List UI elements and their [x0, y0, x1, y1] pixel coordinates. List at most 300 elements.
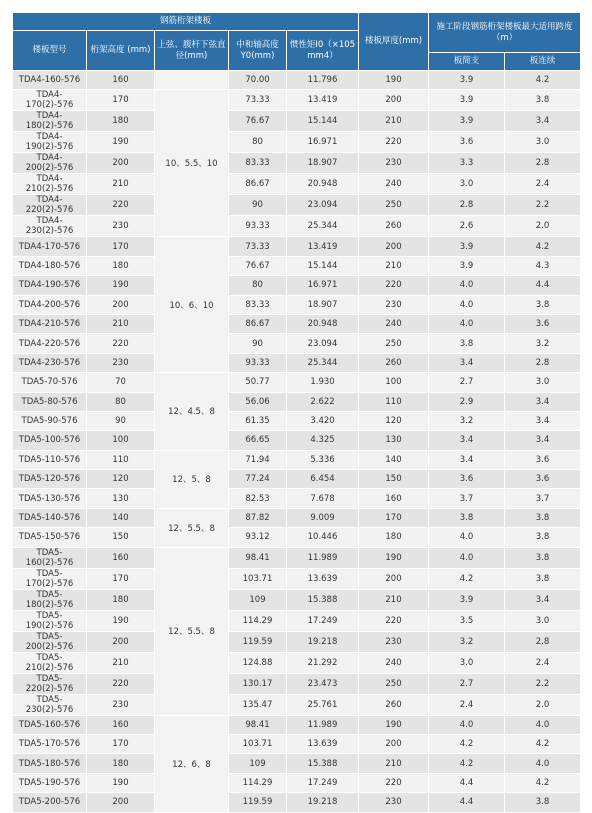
cell-span-simple: 3.4 — [429, 431, 505, 450]
header-group-max-span: 施工阶段钢筋桁架楼板最大适用跨度（m） — [429, 13, 581, 53]
cell-truss-height: 170 — [87, 90, 155, 111]
cell-truss-height: 160 — [87, 547, 155, 568]
cell-span-simple: 3.4 — [429, 353, 505, 372]
cell-slab-thickness: 200 — [359, 568, 429, 589]
table-row — [13, 237, 581, 256]
cell-truss-height: 220 — [87, 195, 155, 216]
cell-span-continuous: 3.7 — [505, 489, 581, 508]
cell-model: TDA5-70-576 — [13, 373, 87, 392]
cell-diameters: 10、6、10 — [155, 237, 229, 373]
table-row — [13, 353, 581, 372]
cell-span-continuous: 4.2 — [505, 773, 581, 792]
cell-neutral-axis: 66.65 — [229, 431, 287, 450]
cell-span-simple: 3.9 — [429, 256, 505, 275]
cell-inertia: 13.419 — [287, 237, 359, 256]
cell-slab-thickness: 220 — [359, 610, 429, 631]
cell-span-simple: 3.9 — [429, 111, 505, 132]
cell-inertia: 19.218 — [287, 631, 359, 652]
cell-inertia: 13.419 — [287, 90, 359, 111]
cell-truss-height: 230 — [87, 216, 155, 237]
cell-slab-thickness: 210 — [359, 111, 429, 132]
cell-span-simple: 4.2 — [429, 735, 505, 754]
cell-span-continuous: 3.8 — [505, 568, 581, 589]
cell-slab-thickness: 190 — [359, 715, 429, 734]
table-row — [13, 793, 581, 812]
cell-slab-thickness: 200 — [359, 735, 429, 754]
table-row — [13, 450, 581, 469]
cell-span-simple: 4.0 — [429, 528, 505, 547]
table-row — [13, 111, 581, 132]
cell-truss-height: 190 — [87, 276, 155, 295]
cell-inertia: 11.989 — [287, 715, 359, 734]
cell-inertia: 25.761 — [287, 694, 359, 715]
cell-inertia: 15.144 — [287, 111, 359, 132]
cell-inertia: 20.948 — [287, 174, 359, 195]
cell-slab-thickness: 250 — [359, 673, 429, 694]
table-row — [13, 256, 581, 275]
cell-truss-height: 200 — [87, 631, 155, 652]
cell-span-simple: 2.8 — [429, 195, 505, 216]
cell-neutral-axis: 109 — [229, 589, 287, 610]
cell-truss-height: 180 — [87, 111, 155, 132]
cell-span-simple: 2.7 — [429, 673, 505, 694]
cell-neutral-axis: 76.67 — [229, 111, 287, 132]
cell-truss-height: 80 — [87, 392, 155, 411]
cell-slab-thickness: 220 — [359, 132, 429, 153]
cell-span-simple: 3.6 — [429, 132, 505, 153]
cell-span-simple: 2.9 — [429, 392, 505, 411]
cell-inertia: 4.325 — [287, 431, 359, 450]
cell-neutral-axis: 56.06 — [229, 392, 287, 411]
cell-span-continuous: 3.8 — [505, 508, 581, 527]
cell-span-simple: 4.4 — [429, 793, 505, 812]
cell-neutral-axis: 124.88 — [229, 652, 287, 673]
cell-span-continuous: 3.0 — [505, 373, 581, 392]
cell-neutral-axis: 50.77 — [229, 373, 287, 392]
table-row — [13, 773, 581, 792]
header-group-truss-slab: 钢筋桁架楼板 — [13, 13, 359, 31]
table-row — [13, 589, 581, 610]
cell-slab-thickness: 120 — [359, 411, 429, 430]
cell-model: TDA5-200(2)-576 — [13, 631, 87, 652]
table-row — [13, 754, 581, 773]
header-simple-support: 板简支 — [429, 53, 505, 71]
header-diameters: 上弦、腹杆下弦直径(mm) — [155, 31, 229, 71]
cell-span-simple: 4.0 — [429, 295, 505, 314]
cell-inertia: 18.907 — [287, 153, 359, 174]
table-row — [13, 174, 581, 195]
cell-inertia: 15.388 — [287, 754, 359, 773]
cell-inertia: 11.796 — [287, 71, 359, 90]
cell-inertia: 15.144 — [287, 256, 359, 275]
cell-span-simple: 4.0 — [429, 547, 505, 568]
cell-span-simple: 2.4 — [429, 694, 505, 715]
cell-truss-height: 100 — [87, 431, 155, 450]
cell-neutral-axis: 98.41 — [229, 547, 287, 568]
cell-model: TDA4-210-576 — [13, 314, 87, 333]
cell-span-continuous: 2.4 — [505, 174, 581, 195]
cell-inertia: 7.678 — [287, 489, 359, 508]
cell-truss-height: 140 — [87, 508, 155, 527]
cell-model: TDA4-190(2)-576 — [13, 132, 87, 153]
table-row — [13, 652, 581, 673]
cell-span-simple: 3.8 — [429, 508, 505, 527]
cell-model: TDA5-230(2)-576 — [13, 694, 87, 715]
cell-model: TDA4-200(2)-576 — [13, 153, 87, 174]
cell-slab-thickness: 210 — [359, 754, 429, 773]
cell-inertia: 23.094 — [287, 195, 359, 216]
cell-span-simple: 3.2 — [429, 411, 505, 430]
cell-span-continuous: 3.0 — [505, 132, 581, 153]
cell-neutral-axis: 73.33 — [229, 90, 287, 111]
table-body — [13, 71, 581, 813]
cell-span-continuous: 3.6 — [505, 470, 581, 489]
cell-inertia: 5.336 — [287, 450, 359, 469]
cell-neutral-axis: 70.00 — [229, 71, 287, 90]
cell-slab-thickness: 210 — [359, 589, 429, 610]
cell-span-continuous: 4.0 — [505, 715, 581, 734]
cell-slab-thickness: 180 — [359, 528, 429, 547]
cell-slab-thickness: 210 — [359, 256, 429, 275]
cell-model: TDA5-140-576 — [13, 508, 87, 527]
cell-truss-height: 200 — [87, 793, 155, 812]
cell-inertia: 13.639 — [287, 568, 359, 589]
table-row — [13, 314, 581, 333]
cell-span-continuous: 2.8 — [505, 153, 581, 174]
table-row — [13, 195, 581, 216]
cell-span-simple: 4.0 — [429, 276, 505, 295]
table-row — [13, 568, 581, 589]
cell-neutral-axis: 119.59 — [229, 793, 287, 812]
cell-model: TDA5-180(2)-576 — [13, 589, 87, 610]
table-row — [13, 90, 581, 111]
cell-inertia: 17.249 — [287, 773, 359, 792]
cell-neutral-axis: 119.59 — [229, 631, 287, 652]
cell-model: TDA5-130-576 — [13, 489, 87, 508]
cell-inertia: 1.930 — [287, 373, 359, 392]
cell-inertia: 9.009 — [287, 508, 359, 527]
table-row — [13, 373, 581, 392]
cell-model: TDA5-210(2)-576 — [13, 652, 87, 673]
cell-span-simple: 3.3 — [429, 153, 505, 174]
cell-model: TDA5-160(2)-576 — [13, 547, 87, 568]
cell-span-simple: 4.2 — [429, 568, 505, 589]
header-neutral-axis: 中和轴高度Y0(mm) — [229, 31, 287, 71]
cell-span-continuous: 2.4 — [505, 652, 581, 673]
cell-model: TDA5-190-576 — [13, 773, 87, 792]
cell-slab-thickness: 170 — [359, 508, 429, 527]
cell-slab-thickness: 260 — [359, 216, 429, 237]
cell-truss-height: 200 — [87, 295, 155, 314]
table-row — [13, 715, 581, 734]
cell-span-continuous: 4.4 — [505, 276, 581, 295]
cell-span-continuous: 3.8 — [505, 793, 581, 812]
cell-truss-height: 230 — [87, 694, 155, 715]
cell-model: TDA4-230(2)-576 — [13, 216, 87, 237]
cell-slab-thickness: 230 — [359, 153, 429, 174]
cell-span-simple: 3.2 — [429, 631, 505, 652]
cell-truss-height: 150 — [87, 528, 155, 547]
cell-neutral-axis: 73.33 — [229, 237, 287, 256]
cell-truss-height: 70 — [87, 373, 155, 392]
cell-neutral-axis: 93.12 — [229, 528, 287, 547]
cell-span-simple: 3.4 — [429, 450, 505, 469]
cell-inertia: 23.473 — [287, 673, 359, 694]
cell-neutral-axis: 86.67 — [229, 174, 287, 195]
cell-diameters: 12、5.5、8 — [155, 508, 229, 547]
cell-span-continuous: 3.4 — [505, 431, 581, 450]
table-row — [13, 735, 581, 754]
cell-slab-thickness: 160 — [359, 489, 429, 508]
cell-slab-thickness: 150 — [359, 470, 429, 489]
cell-truss-height: 170 — [87, 568, 155, 589]
cell-model: TDA5-160-576 — [13, 715, 87, 734]
cell-model: TDA4-180-576 — [13, 256, 87, 275]
cell-span-continuous: 3.8 — [505, 90, 581, 111]
cell-neutral-axis: 83.33 — [229, 295, 287, 314]
cell-span-continuous: 4.2 — [505, 237, 581, 256]
cell-model: TDA4-220(2)-576 — [13, 195, 87, 216]
cell-span-simple: 3.9 — [429, 71, 505, 90]
cell-slab-thickness: 100 — [359, 373, 429, 392]
cell-slab-thickness: 200 — [359, 90, 429, 111]
cell-neutral-axis: 80 — [229, 132, 287, 153]
cell-truss-height: 120 — [87, 470, 155, 489]
header-continuous: 板连续 — [505, 53, 581, 71]
cell-inertia: 18.907 — [287, 295, 359, 314]
cell-neutral-axis: 109 — [229, 754, 287, 773]
cell-span-simple: 3.0 — [429, 652, 505, 673]
cell-inertia: 6.454 — [287, 470, 359, 489]
table-row — [13, 694, 581, 715]
cell-slab-thickness: 110 — [359, 392, 429, 411]
cell-model: TDA5-110-576 — [13, 450, 87, 469]
cell-truss-height: 160 — [87, 71, 155, 90]
cell-truss-height: 170 — [87, 735, 155, 754]
cell-span-continuous: 3.4 — [505, 111, 581, 132]
cell-model: TDA5-220(2)-576 — [13, 673, 87, 694]
cell-model: TDA5-170(2)-576 — [13, 568, 87, 589]
table-row — [13, 528, 581, 547]
cell-neutral-axis: 87.82 — [229, 508, 287, 527]
cell-neutral-axis: 103.71 — [229, 568, 287, 589]
cell-neutral-axis: 61.35 — [229, 411, 287, 430]
cell-inertia: 25.344 — [287, 216, 359, 237]
cell-neutral-axis: 103.71 — [229, 735, 287, 754]
cell-neutral-axis: 93.33 — [229, 216, 287, 237]
cell-span-continuous: 3.4 — [505, 589, 581, 610]
cell-diameters: 10、5.5、10 — [155, 90, 229, 237]
cell-truss-height: 180 — [87, 589, 155, 610]
cell-model: TDA5-90-576 — [13, 411, 87, 430]
cell-neutral-axis: 71.94 — [229, 450, 287, 469]
cell-diameters: 12、5.5、8 — [155, 547, 229, 715]
cell-model: TDA5-200-576 — [13, 793, 87, 812]
cell-span-continuous: 2.2 — [505, 673, 581, 694]
cell-truss-height: 110 — [87, 450, 155, 469]
cell-inertia: 25.344 — [287, 353, 359, 372]
cell-truss-height: 190 — [87, 773, 155, 792]
cell-span-simple: 2.7 — [429, 373, 505, 392]
cell-neutral-axis: 90 — [229, 195, 287, 216]
cell-span-simple: 3.6 — [429, 470, 505, 489]
table-row — [13, 71, 581, 90]
header-model: 楼板型号 — [13, 31, 87, 71]
cell-model: TDA5-190(2)-576 — [13, 610, 87, 631]
table-row — [13, 216, 581, 237]
table-row — [13, 547, 581, 568]
cell-truss-height: 90 — [87, 411, 155, 430]
cell-span-simple: 3.0 — [429, 174, 505, 195]
cell-slab-thickness: 190 — [359, 547, 429, 568]
cell-span-simple: 3.8 — [429, 334, 505, 353]
cell-inertia: 11.989 — [287, 547, 359, 568]
cell-truss-height: 160 — [87, 715, 155, 734]
cell-diameters — [155, 71, 229, 90]
cell-inertia: 21.292 — [287, 652, 359, 673]
cell-model: TDA5-150-576 — [13, 528, 87, 547]
cell-truss-height: 230 — [87, 353, 155, 372]
cell-slab-thickness: 220 — [359, 276, 429, 295]
cell-span-continuous: 3.6 — [505, 450, 581, 469]
cell-slab-thickness: 260 — [359, 694, 429, 715]
cell-span-simple: 3.9 — [429, 589, 505, 610]
cell-slab-thickness: 240 — [359, 314, 429, 333]
table-row — [13, 489, 581, 508]
cell-model: TDA5-120-576 — [13, 470, 87, 489]
cell-span-continuous: 4.2 — [505, 735, 581, 754]
cell-span-continuous: 3.6 — [505, 314, 581, 333]
cell-model: TDA4-160-576 — [13, 71, 87, 90]
cell-truss-height: 170 — [87, 237, 155, 256]
cell-span-simple: 4.2 — [429, 754, 505, 773]
cell-slab-thickness: 140 — [359, 450, 429, 469]
cell-span-continuous: 2.2 — [505, 195, 581, 216]
table-row — [13, 334, 581, 353]
cell-neutral-axis: 90 — [229, 334, 287, 353]
cell-truss-height: 210 — [87, 174, 155, 195]
cell-truss-height: 220 — [87, 334, 155, 353]
cell-slab-thickness: 240 — [359, 652, 429, 673]
cell-model: TDA4-200-576 — [13, 295, 87, 314]
cell-span-continuous: 2.0 — [505, 216, 581, 237]
cell-span-continuous: 3.0 — [505, 610, 581, 631]
table-row — [13, 132, 581, 153]
cell-span-simple: 2.6 — [429, 216, 505, 237]
cell-slab-thickness: 190 — [359, 71, 429, 90]
cell-truss-height: 210 — [87, 652, 155, 673]
cell-diameters: 12、5、8 — [155, 450, 229, 508]
cell-neutral-axis: 76.67 — [229, 256, 287, 275]
header-truss-height: 桁架高度 (mm) — [87, 31, 155, 71]
truss-slab-spec-table — [12, 12, 581, 813]
cell-truss-height: 180 — [87, 256, 155, 275]
cell-diameters: 12、4.5、8 — [155, 373, 229, 451]
cell-inertia: 16.971 — [287, 132, 359, 153]
cell-inertia: 3.420 — [287, 411, 359, 430]
cell-span-continuous: 3.4 — [505, 411, 581, 430]
table-row — [13, 508, 581, 527]
cell-span-continuous: 3.8 — [505, 528, 581, 547]
cell-inertia: 17.249 — [287, 610, 359, 631]
table-row — [13, 631, 581, 652]
cell-inertia: 10.446 — [287, 528, 359, 547]
cell-truss-height: 130 — [87, 489, 155, 508]
cell-slab-thickness: 200 — [359, 237, 429, 256]
cell-model: TDA5-100-576 — [13, 431, 87, 450]
cell-slab-thickness: 230 — [359, 631, 429, 652]
cell-slab-thickness: 250 — [359, 195, 429, 216]
cell-model: TDA5-180-576 — [13, 754, 87, 773]
table-row — [13, 431, 581, 450]
cell-inertia: 23.094 — [287, 334, 359, 353]
table-row — [13, 153, 581, 174]
cell-span-continuous: 4.0 — [505, 754, 581, 773]
cell-neutral-axis: 93.33 — [229, 353, 287, 372]
cell-model: TDA4-210(2)-576 — [13, 174, 87, 195]
cell-slab-thickness: 230 — [359, 793, 429, 812]
cell-slab-thickness: 220 — [359, 773, 429, 792]
table-row — [13, 295, 581, 314]
cell-inertia: 16.971 — [287, 276, 359, 295]
cell-neutral-axis: 130.17 — [229, 673, 287, 694]
cell-span-continuous: 2.0 — [505, 694, 581, 715]
cell-slab-thickness: 230 — [359, 295, 429, 314]
cell-model: TDA4-220-576 — [13, 334, 87, 353]
cell-inertia: 19.218 — [287, 793, 359, 812]
cell-model: TDA4-190-576 — [13, 276, 87, 295]
cell-inertia: 2.622 — [287, 392, 359, 411]
cell-span-simple: 4.0 — [429, 314, 505, 333]
cell-truss-height: 200 — [87, 153, 155, 174]
cell-slab-thickness: 260 — [359, 353, 429, 372]
cell-span-simple: 4.4 — [429, 773, 505, 792]
table-row — [13, 470, 581, 489]
cell-span-simple: 3.7 — [429, 489, 505, 508]
table-row — [13, 673, 581, 694]
cell-span-simple: 3.9 — [429, 90, 505, 111]
cell-span-simple: 4.0 — [429, 715, 505, 734]
cell-span-continuous: 4.3 — [505, 256, 581, 275]
cell-neutral-axis: 135.47 — [229, 694, 287, 715]
cell-model: TDA4-170(2)-576 — [13, 90, 87, 111]
cell-neutral-axis: 82.53 — [229, 489, 287, 508]
cell-model: TDA5-80-576 — [13, 392, 87, 411]
cell-inertia: 15.388 — [287, 589, 359, 610]
cell-slab-thickness: 250 — [359, 334, 429, 353]
cell-truss-height: 220 — [87, 673, 155, 694]
cell-truss-height: 190 — [87, 132, 155, 153]
cell-neutral-axis: 98.41 — [229, 715, 287, 734]
header-slab-thickness: 楼板厚度(mm) — [359, 13, 429, 71]
cell-slab-thickness: 130 — [359, 431, 429, 450]
cell-model: TDA4-170-576 — [13, 237, 87, 256]
cell-span-continuous: 3.8 — [505, 295, 581, 314]
table-row — [13, 392, 581, 411]
cell-model: TDA4-230-576 — [13, 353, 87, 372]
cell-span-simple: 3.5 — [429, 610, 505, 631]
cell-neutral-axis: 83.33 — [229, 153, 287, 174]
cell-diameters: 12、6、8 — [155, 715, 229, 812]
cell-span-continuous: 4.2 — [505, 71, 581, 90]
table-row — [13, 411, 581, 430]
cell-neutral-axis: 114.29 — [229, 773, 287, 792]
cell-neutral-axis: 80 — [229, 276, 287, 295]
header-inertia: 惯性矩I0（×105 mm4） — [287, 31, 359, 71]
cell-truss-height: 190 — [87, 610, 155, 631]
cell-inertia: 20.948 — [287, 314, 359, 333]
cell-model: TDA5-170-576 — [13, 735, 87, 754]
